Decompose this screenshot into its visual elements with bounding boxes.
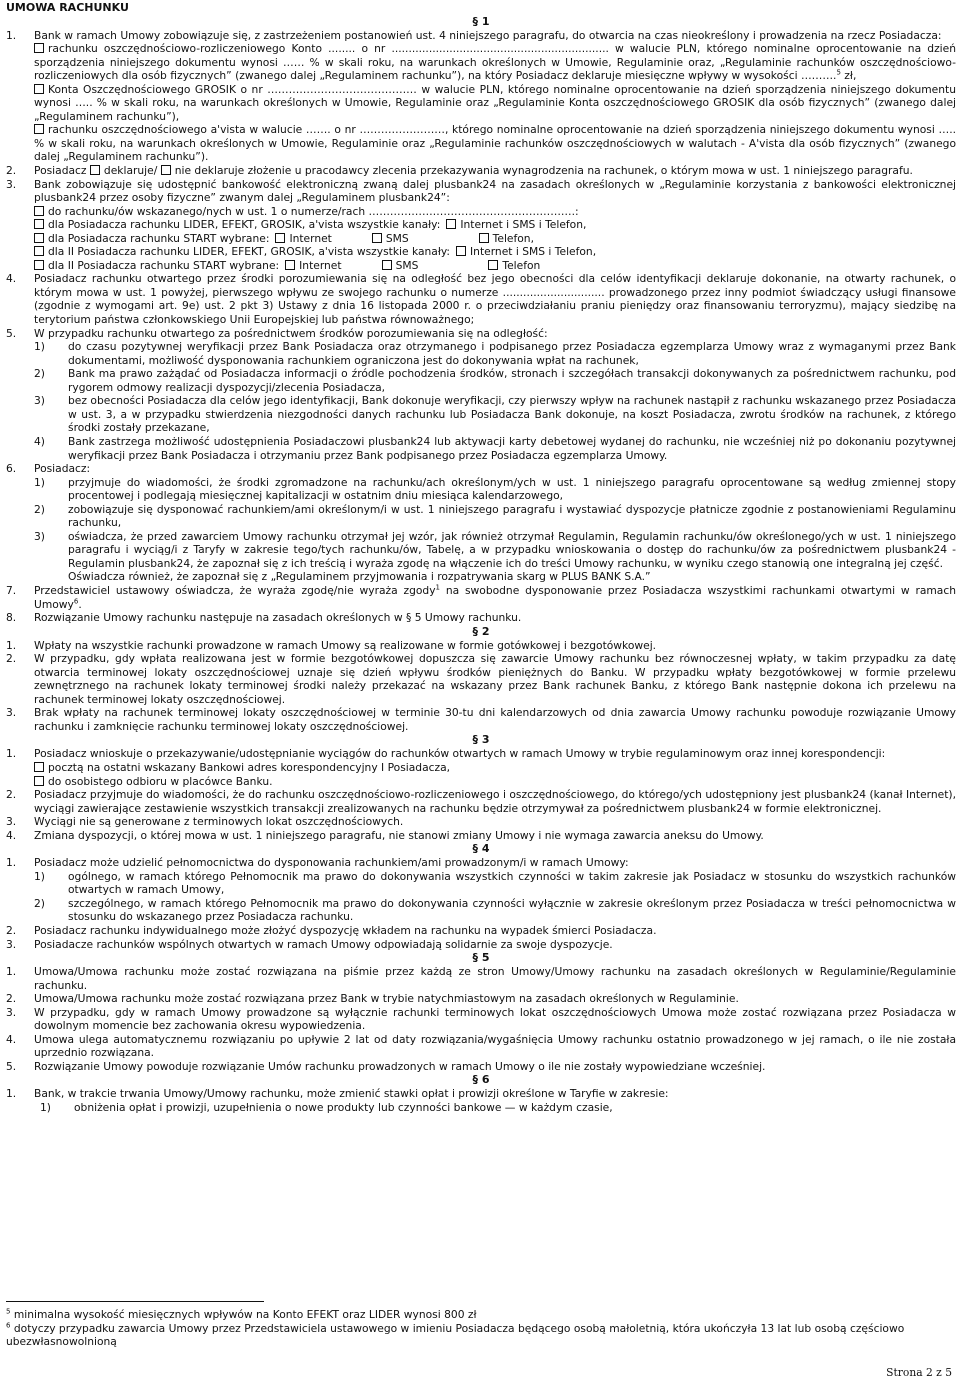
paragraph-text: Posiadacz xyxy=(34,164,87,178)
paragraph-number: 2. xyxy=(6,924,17,937)
option-text: dla Posiadacza rachunku LIDER, EFEKT, GROSIK, a'vista wszystkie kanały: xyxy=(48,218,441,232)
s3-paragraph-1 xyxy=(6,747,956,788)
paragraph-text: Posiadacz przyjmuje do wiadomości, że do rachunku oszczędnościowo-rozliczeniowego i oszczędnościowego, do którego/ych udostępniony jest plusbank24 (kanał Internet), wyciągi zawierające zestawienie wszystkich transakcji zrealizowanych na rachunku będzie otrzymywał za pośrednictwem plusbank24 w formie elektronicznej. xyxy=(34,788,956,815)
section-heading-1: § 1 xyxy=(472,14,490,28)
paragraph-number: 4. xyxy=(6,272,17,286)
paragraph-number: 2. xyxy=(6,164,17,178)
s6-paragraph-1 xyxy=(6,1087,956,1101)
paragraph-number: 3. xyxy=(6,1005,17,1019)
paragraph-text: Posiadacz rachunku indywidualnego może złożyć dyspozycję wkładem na rachunku na wypadek śmierci Posiadacza. xyxy=(34,924,657,937)
option-text: Telefon xyxy=(502,258,541,272)
paragraph-number: 2. xyxy=(6,788,17,802)
paragraph-number: 3. xyxy=(6,177,17,191)
paragraph-number: 2. xyxy=(6,992,17,1006)
option-text: Internet xyxy=(289,231,332,245)
item-number: 2) xyxy=(34,367,45,381)
item-text: oświadcza, że przed zawarciem Umowy rachunku otrzymał jej wzór, jak również otrzymał Regulamin, Regulamin rachunku/ów określonego/ych w ust. 1 niniejszego paragrafu i wyciąg/i z Taryfy w zakresie tego/tych rachunku/ów, Tabelę, a w przypadku wnioskowania o dostęp do rachunku/ów za pośrednictwem plusbank24 - Regulamin plusbank24, że zapoznał się z ich treścią i wyraża zgodę na włączenie ich do treści Umowy rachunku, w wyniku czego stanowią one integralną jej część. xyxy=(68,529,956,570)
paragraph-text: Wpłaty na wszystkie rachunki prowadzone w ramach Umowy są realizowane w formie gotówkowej i bezgotówkowej. xyxy=(34,638,657,652)
checkbox[interactable] xyxy=(34,233,44,243)
list-item xyxy=(6,435,956,462)
paragraph-text: Zmiana dyspozycji, o której mowa w ust. 1 niniejszego paragrafu, nie stanowi zmiany Umowy i nie wymaga zawarcia aneksu do Umowy. xyxy=(34,828,764,842)
s4-paragraph-1 xyxy=(6,856,956,870)
checkbox[interactable] xyxy=(34,260,44,270)
item-text: do czasu pozytywnej weryfikacji przez Bank Posiadacza oraz otrzymanego i podpisanego przez Posiadacza egzemplarza Umowy wraz z wymaganymi przez Bank dokumentami, możliwość dysponowania rachunkiem ograniczona jest do dokonywania wpłat na rachunek, xyxy=(68,340,956,367)
paragraph-number: 2. xyxy=(6,652,17,666)
paragraph-text: Umowa ulega automatycznemu rozwiązaniu po upływie 2 lat od daty rozwiązania/wygaśnięcia Umowy rachunku ostatnio prowadzonego w jej ramach, o ile nie została uprzednio rozwiązana. xyxy=(34,1032,956,1060)
paragraph-text: W przypadku, gdy wpłata realizowana jest w formie bezgotówkowej dopuszcza się zawarcie Umowy rachunku bez równoczesnej wpłaty, w takim przypadku za datę otwarcia terminowej lokaty oszczędnościowej uznaje się dzień wpływu środków pieniężnych do Banku. W przypadku wpłaty bezgotówkowej w formie przelewu zewnętrznego na rachunek lokaty terminowej środki należy przekazać na wskazany przez Bank rachunek Banku, z którego Bank następnie dokona ich przelewu na rachunek terminowej lokaty oszczędnościowej. xyxy=(34,652,956,706)
option-text: Internet i SMS i Telefon, xyxy=(460,218,587,232)
paragraph-number: 3. xyxy=(6,937,17,951)
paragraph-number: 1. xyxy=(6,747,17,761)
item-number: 1) xyxy=(34,869,45,883)
item-text: szczególnego, w ramach którego Pełnomocnik ma prawo do dokonywania czynności wyłącznie w zakresie określonym przez Posiadacza w treści pełnomocnictwa w stosunku do wskazanego przez Posiadacza rachunku. xyxy=(68,896,956,924)
checkbox[interactable] xyxy=(456,246,466,256)
option-text: do rachunku/ów wskazanego/nych w ust. 1 o numerze/rach ………………………………………………….: xyxy=(48,204,579,218)
paragraph-text: Bank, w trakcie trwania Umowy/Umowy rachunku, może zmienić stawki opłat i prowizji określone w Taryfie w zakresie: xyxy=(34,1087,669,1101)
s3-paragraph-4 xyxy=(6,829,956,843)
checkbox-sms[interactable] xyxy=(372,233,382,243)
footnote-ref: 5 xyxy=(836,68,841,77)
s1-paragraph-7 xyxy=(6,584,956,611)
item-text: Bank zastrzega możliwość udostępnienia Posiadaczowi plusbank24 lub aktywacji karty debetowej wydanej do rachunku, nie wcześniej niż po dokonaniu pozytywnej weryfikacji przez Bank Posiadacza i otrzymaniu przez Bank podpisanego przez Posiadacza egzemplarza Umowy. xyxy=(68,434,956,462)
checkbox-telefon[interactable] xyxy=(479,233,489,243)
list-item xyxy=(6,340,956,367)
delivery-option-branch xyxy=(34,775,956,789)
footnote-ref: 6 xyxy=(73,596,79,605)
footnote xyxy=(6,1322,956,1349)
s5-paragraph-2 xyxy=(6,992,956,1006)
paragraph-text: W przypadku rachunku otwartego za pośrednictwem środków porozumiewania się na odległość: xyxy=(34,326,548,340)
paragraph-intro: Bank w ramach Umowy zobowiązuje się, z zastrzeżeniem postanowień ust. 4 niniejszego paragrafu, do otwarcia na czas nieokreślony i prowadzenia na rzecz Posiadacza: xyxy=(34,28,942,42)
footnote-text: dotyczy przypadku zawarcia Umowy przez Przedstawiciela ustawowego w imieniu Posiadacza będącego osobą małoletnią, która ukończyła 13 lat lub osobą częściowo ubezwłasnowolnioną xyxy=(6,1321,905,1348)
s1-paragraph-8 xyxy=(6,611,956,625)
s2-paragraph-2 xyxy=(6,652,956,706)
item-text: przyjmuje do wiadomości, że środki zgromadzone na rachunku/ach określonym/ych w ust. 1 niniejszego paragrafu oprocentowane są według zmiennej stopy procentowej i podlegają miesięcznej kapitalizacji w ostatnim dniu miesiąca kalendarzowego, xyxy=(68,475,956,503)
s3-paragraph-3 xyxy=(6,815,956,829)
checkbox-declares[interactable] xyxy=(90,165,100,175)
option-text: SMS xyxy=(395,258,419,272)
item-number: 1) xyxy=(34,475,45,489)
paragraph-number: 7. xyxy=(6,583,17,597)
option-text: Internet i SMS i Telefon, xyxy=(470,245,597,259)
account-option-avista xyxy=(34,123,956,164)
option-text: Internet xyxy=(299,258,342,272)
s2-paragraph-1 xyxy=(6,639,956,653)
paragraph-text: W przypadku, gdy w ramach Umowy prowadzone są wyłącznie rachunki terminowych lokat oszczędnościowych Umowa może zostać rozwiązana przez Posiadacza w dowolnym momencie bez zachowania okresu wypowiedzenia. xyxy=(34,1005,956,1033)
option-text: rachunku oszczędnościowego a'vista w walucie ……. o nr ……………………, którego nominalne oprocentowanie na dzień sporządzenia niniejszego dokumentu wynosi ….. % w skali roku, na warunkach określonych w Umowie, Regulaminie oraz „Regulaminie rachunków oszczędnościowych w walutach - A'vista dla osób fizycznych” (zwanego dalej „Regulaminem rachunku”). xyxy=(34,123,956,164)
item-text: bez obecności Posiadacza dla celów jego identyfikacji, Bank dokonuje weryfikacji, czy pierwszy wpływ na rachunek nastąpił z rachunku wskazanego przez Posiadacza w ust. 3, a w przypadku stwierdzenia niezgodności danych rachunku lub Posiadacza Bank dokonuje, na koszt Posiadacza, zwrotu środków na rachunek, z którego środki zostały przekazane, xyxy=(68,394,956,435)
item-number: 3) xyxy=(34,394,45,408)
option-text: rachunku oszczędnościowo-rozliczeniowego Konto ........ o nr ................................................................ w walucie PLN, którego nominalne oprocentowanie na dzień sporządzenia niniejszego dokumentu wynosi …… % w skali roku, na warunkach określonych w Umowie, Regulaminie oraz, „Regulaminie rachunków oszczędnościowo-rozliczeniowych dla osób fizycznych” (zwanego dalej „Regulaminem rachunku”), na który Posiadacz deklaruje miesięczne wpływy w wysokości ………. xyxy=(34,42,956,83)
list-item xyxy=(6,476,956,503)
checkbox-sms[interactable] xyxy=(382,260,392,270)
paragraph-number: 6. xyxy=(6,462,17,476)
list-item xyxy=(6,394,956,435)
option-text: dla II Posiadacza rachunku LIDER, EFEKT, GROSIK, a'vista wszystkie kanały: xyxy=(48,245,451,259)
s3-paragraph-2 xyxy=(6,788,956,815)
list-item xyxy=(6,870,956,897)
section-heading-4: § 4 xyxy=(472,842,490,856)
account-option-grosik xyxy=(34,83,956,124)
paragraph-text: Brak wpłaty na rachunek terminowej lokaty oszczędnościowej w terminie 30-tu dni kalendarzowych od dnia zawarcia Umowy rachunku powoduje rozwiązanie Umowy rachunku i zamknięcie rachunku terminowej lokaty oszczędnościowej. xyxy=(34,706,956,733)
s4-paragraph-3 xyxy=(6,938,956,952)
item-number: 1) xyxy=(40,1101,51,1115)
option-text: Konta Oszczędnościowego GROSIK o nr …………………………………… w walucie PLN, którego nominalne oprocentowanie na dzień sporządzenia niniejszego dokumentu wynosi ….. % w skali roku, na warunkach określonych w Umowie, Regulaminie oraz „Regulaminie Konta oszczędnościowego GROSIK dla osób fizycznych” (zwanego dalej „Regulaminem rachunku”), xyxy=(34,82,956,123)
checkbox[interactable] xyxy=(34,219,44,229)
option-text: pocztą na ostatni wskazany Bankowi adres korespondencyjny I Posiadacza, xyxy=(48,760,451,774)
paragraph-text: na swobodne dysponowanie przez Posiadacza wszystkimi rachunkami otwartymi w ramach Umowy xyxy=(34,583,956,611)
option-text: dla II Posiadacza rachunku START wybrane: xyxy=(48,258,280,272)
s4-paragraph-2 xyxy=(6,924,956,938)
paragraph-text: Umowa/Umowa rachunku może zostać rozwiązana przez Bank w trybie natychmiastowym na zasadach określonych w Regulaminie. xyxy=(34,992,739,1006)
footnote-text: minimalna wysokość miesięcznych wpływów na Konto EFEKT oraz LIDER wynosi 800 zł xyxy=(13,1308,477,1321)
checkbox[interactable] xyxy=(446,219,456,229)
paragraph-text: Posiadacz: xyxy=(34,462,91,476)
channel-option-holder-all xyxy=(34,218,956,232)
paragraph-number: 4. xyxy=(6,828,17,842)
section-heading-6: § 6 xyxy=(472,1073,490,1087)
item-text: Bank ma prawo zażądać od Posiadacza informacji o źródle pochodzenia środków, stronach i szczegółach transakcji dokonywanych za pośrednictwem rachunku, pod rygorem odmowy realizacji dyspozycji/zlecenia Posiadacza, xyxy=(68,367,956,394)
checkbox-internet[interactable] xyxy=(275,233,285,243)
option-text: SMS xyxy=(385,231,409,245)
paragraph-text: Przedstawiciel ustawowy oświadcza, że wyraża zgodę/nie wyraża zgody xyxy=(34,583,436,597)
option-text-end: zł, xyxy=(840,69,857,83)
paragraph-text: Posiadacz rachunku otwartego przez środki porozumiewania się na odległość bez jego obecności dla celów identyfikacji deklaruje dokonanie, na otwarty rachunek, o którym mowa w ust. 1 powyżej, pierwszego wpływu ze swojego rachunku o numerze .............................. prowadzonego przez inny podmiot świadczący usługi finansowe (zgodnie z wymogami art. 9e) ust. 2 pkt 3) Ustawy z dnia 16 listopada 2000 r. o przeciwdziałaniu praniu pieniędzy oraz finansowaniu terroryzmu), mający siedzibę na terytorium państwa członkowskiego Unii Europejskiej lub państwa równoważnego; xyxy=(34,272,956,327)
checkbox[interactable] xyxy=(34,762,44,772)
paragraph-text: Rozwiązanie Umowy rachunku następuje na zasadach określonych w § 5 Umowy rachunku. xyxy=(34,611,522,625)
s5-paragraph-3 xyxy=(6,1006,956,1033)
section-heading-3: § 3 xyxy=(472,733,490,747)
paragraph-text: Bank zobowiązuje się udostępnić bankowość elektroniczną zwaną dalej plusbank24 na zasadach określonych w „Regulaminie korzystania z bankowości elektronicznej plusbank24 przez osoby fizyczne” zwanym dalej „Regulaminem plusbank24”: xyxy=(34,177,956,205)
page-number: Strona 2 z 5 xyxy=(886,1366,952,1379)
item-number: 2) xyxy=(34,502,45,516)
list-item xyxy=(6,503,956,530)
item-text: zobowiązuje się dysponować rachunkiem/ami określonym/i w ust. 1 niniejszego paragrafu i wystawiać dyspozycje płatnicze zgodnie z postanowieniami Regulaminu rachunku, xyxy=(68,502,956,530)
paragraph-text: Wyciągi nie są generowane z terminowych lokat oszczędnościowych. xyxy=(34,815,404,829)
list-item xyxy=(6,530,956,571)
paragraph-number: 4. xyxy=(6,1032,17,1046)
s1-paragraph-6 xyxy=(6,462,956,476)
paragraph-text: . xyxy=(78,597,82,611)
item-number: 4) xyxy=(34,434,45,448)
paragraph-number: 1. xyxy=(6,965,17,979)
paragraph-text: nie deklaruje złożenie u pracodawcy zlecenia przekazywania wynagrodzenia na rachunek, o którym mowa w ust. 1 niniejszego paragrafu. xyxy=(174,164,913,178)
complaints-statement: Oświadcza również, że zapoznał się z „Regulaminem przyjmowania i rozpatrywania skarg w PLUS BANK S.A.” xyxy=(68,570,651,584)
paragraph-text: Rozwiązanie Umowy powoduje rozwiązanie Umów rachunku prowadzonych w ramach Umowy o ile nie zostały wypowiedziane wcześniej. xyxy=(34,1059,766,1073)
list-item xyxy=(6,1101,956,1115)
checkbox[interactable] xyxy=(34,124,44,134)
channel-option-second-holder-all xyxy=(34,245,956,259)
document-page xyxy=(6,0,956,1348)
footnote-number: 5 xyxy=(6,1307,11,1316)
footnote-ref: 1 xyxy=(435,583,441,592)
option-text: dla Posiadacza rachunku START wybrane: xyxy=(48,231,270,245)
delivery-option-post xyxy=(34,761,956,775)
s2-paragraph-3 xyxy=(6,706,956,733)
paragraph-number: 8. xyxy=(6,611,17,625)
option-text: do osobistego odbioru w placówce Banku. xyxy=(48,774,273,788)
list-item xyxy=(6,367,956,394)
paragraph-number: 5. xyxy=(6,1059,17,1073)
paragraph-number: 3. xyxy=(6,815,17,829)
paragraph-text: Posiadacz może udzielić pełnomocnictwa do dysponowania rachunkiem/ami prowadzonym/i w ramach Umowy: xyxy=(34,856,629,870)
checkbox[interactable] xyxy=(34,84,44,94)
checkbox-not-declares[interactable] xyxy=(161,165,171,175)
option-text: Telefon, xyxy=(492,231,534,245)
footnotes xyxy=(6,1308,956,1349)
item-number: 3) xyxy=(34,529,45,543)
paragraph-number: 5. xyxy=(6,326,17,340)
s1-paragraph-1 xyxy=(6,29,956,164)
paragraph-number: 3. xyxy=(6,706,17,720)
footnote xyxy=(6,1308,956,1322)
list-item xyxy=(6,897,956,924)
checkbox-telefon[interactable] xyxy=(488,260,498,270)
paragraph-number: 1. xyxy=(6,1087,17,1101)
section-heading-2: § 2 xyxy=(472,624,490,638)
footnote-number: 6 xyxy=(6,1320,11,1329)
item-text: ogólnego, w ramach którego Pełnomocnik ma prawo do dokonywania wszystkich czynności w takim zakresie jak Posiadacz w stosunku do wszystkich rachunków otwartych w ramach Umowy, xyxy=(68,869,956,897)
account-option-ror xyxy=(34,42,956,83)
section-heading-5: § 5 xyxy=(472,951,490,965)
document-title: UMOWA RACHUNKU xyxy=(6,1,129,14)
item-text: obniżenia opłat i prowizji, uzupełnienia o nowe produkty lub czynności bankowe — w każdym czasie, xyxy=(74,1101,613,1115)
checkbox-internet[interactable] xyxy=(285,260,295,270)
paragraph-text: Posiadacz wnioskuje o przekazywanie/udostępnianie wyciągów do rachunków otwartych w ramach Umowy w trybie regulaminowym oraz innej korespondencji: xyxy=(34,747,886,761)
checkbox[interactable] xyxy=(34,206,44,216)
checkbox[interactable] xyxy=(34,246,44,256)
item-number: 1) xyxy=(34,340,45,354)
s1-paragraph-2 xyxy=(6,164,956,178)
checkbox[interactable] xyxy=(34,43,44,53)
channel-option-holder-start xyxy=(34,232,956,246)
checkbox[interactable] xyxy=(34,776,44,786)
paragraph-text: Umowa/Umowa rachunku może zostać rozwiązana na piśmie przez każdą ze stron Umowy/Umowy rachunku na zasadach określonych w Regulaminie/Regulaminie rachunku. xyxy=(34,965,956,992)
paragraph-number: 1. xyxy=(6,28,17,42)
s1-paragraph-3 xyxy=(6,178,956,273)
s5-paragraph-1 xyxy=(6,965,956,992)
s1-paragraph-4 xyxy=(6,272,956,326)
item-number: 2) xyxy=(34,896,45,910)
s1-paragraph-5 xyxy=(6,327,956,341)
s5-paragraph-5 xyxy=(6,1060,956,1074)
paragraph-text: Posiadacze rachunków wspólnych otwartych w ramach Umowy odpowiadają solidarnie za swoje dyspozycje. xyxy=(34,937,613,951)
channel-option-second-holder-start xyxy=(34,259,956,273)
s5-paragraph-4 xyxy=(6,1033,956,1060)
channel-option-accounts xyxy=(34,205,956,219)
footnote-separator xyxy=(6,1301,264,1302)
paragraph-number: 1. xyxy=(6,638,17,652)
paragraph-text: deklaruje/ xyxy=(103,164,158,178)
paragraph-number: 1. xyxy=(6,856,17,870)
